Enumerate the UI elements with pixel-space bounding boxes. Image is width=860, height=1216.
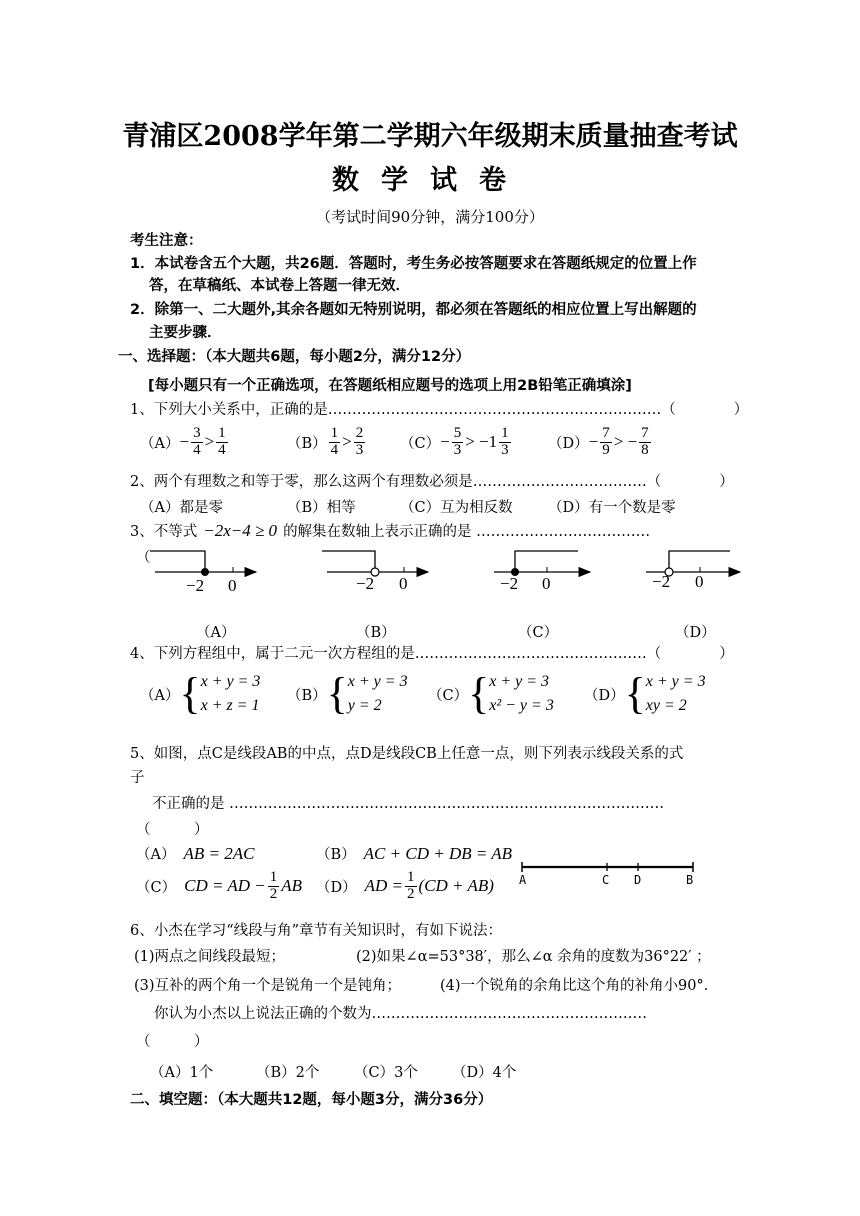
section-1-instruction: [每小题只有一个正确选项，在答题纸相应题号的选项上用2B铅笔正确填涂] (148, 378, 632, 394)
exam-info: （考试时间90分钟，满分100分） (316, 208, 544, 226)
number-line-a (150, 551, 256, 576)
q3-c-tick-neg2: −2 (500, 574, 519, 593)
q3-paren: （ (136, 550, 151, 566)
q1-option-d: （D） − $\frac{7}{9}$ > − $\frac{7}{8}$ (548, 424, 649, 458)
q1-stem: 1、下列大小关系中，正确的是……………………………………………………………（ ） (130, 402, 749, 418)
notice-item-2: 2．除第一、二大题外,其余各题如无特别说明，都必须在答题纸的相应位置上写出解题的 (130, 302, 697, 318)
q5-segment-figure (515, 858, 705, 878)
q6-statement-2: (2)如果∠α=53°38′，那么∠α 余角的度数为36°22′ ； (356, 949, 711, 965)
q5-option-a: （A） AB = 2AC (136, 843, 255, 863)
q5-option-b: （B） AC + CD + DB = AB (316, 843, 513, 863)
q6-statement-4: (4)一个锐角的余角比这个角的补角小90°． (440, 978, 719, 994)
q6-option-d: （D）4个 (452, 1065, 517, 1081)
q2-option-d: （D）有一个数是零 (548, 500, 676, 516)
q2-stem: 2、两个有理数之和等于零，那么这两个有理数必须是………………………………（ ） (130, 474, 734, 490)
page-subtitle: 数学试卷 (332, 165, 528, 196)
q5-point-c: C (602, 873, 610, 887)
q3-number-lines (0, 540, 860, 610)
q6-option-c: （C）3个 (354, 1065, 418, 1081)
q6-statement-1: (1)两点之间线段最短； (134, 949, 286, 965)
q6-ask: 你认为小杰以上说法正确的个数为………………………………………………… (154, 1006, 647, 1022)
q3-label-b: （B） (356, 625, 396, 641)
notice-item-1-cont: 答，在草稿纸、本试卷上答题一律无效． (149, 278, 410, 294)
q3-a-tick-0: 0 (228, 576, 237, 595)
q5-stem-cont: 子 (130, 770, 145, 786)
q6-stem: 6、小杰在学习“线段与角”章节有关知识时，有如下说法： (130, 923, 503, 939)
q5-stem-ask: 不正确的是 ……………………………………………………………………………… (152, 796, 665, 812)
q6-option-b: （B）2个 (256, 1065, 320, 1081)
number-line-c (494, 551, 590, 576)
q6-option-a: （A）1个 (150, 1065, 214, 1081)
q4-option-b: （B） { x + y = 3 y = 2 (287, 669, 408, 718)
q5-stem: 5、如图，点C是线段AB的中点，点D是线段CB上任意一点，则下列表示线段关系的式 (130, 746, 684, 762)
q4-option-c: （C） { x + y = 3 x² − y = 3 (428, 669, 554, 718)
notice-item-1: 1．本试卷含五个大题，共26题．答题时，考生务必按答题要求在答题纸规定的位置上作 (130, 256, 697, 272)
q3-label-a: （A） (196, 625, 236, 641)
q3-b-tick-neg2: −2 (356, 574, 375, 593)
q3-b-tick-0: 0 (399, 574, 408, 593)
q6-statement-3: (3)互补的两个角一个是锐角一个是钝角； (134, 978, 402, 994)
q4-option-a: （A） { x + y = 3 x + z = 1 (140, 669, 261, 718)
q3-d-tick-0: 0 (695, 572, 704, 591)
q6-paren: （ ） (136, 1034, 209, 1050)
q1-option-c: （C） − $\frac{5}{3}$ > −1 $\frac{1}{3}$ (400, 424, 509, 458)
section-1-heading: 一、选择题：（本大题共6题，每小题2分，满分12分） (118, 349, 471, 365)
page-title: 青浦区2008学年第二学期六年级期末质量抽查考试 (122, 121, 738, 152)
number-line-b (322, 551, 428, 576)
q4-option-d: （D） { x + y = 3 xy = 2 (584, 669, 706, 718)
q2-option-c: （C）互为相反数 (400, 500, 513, 516)
q3-label-d: （D） (675, 625, 716, 641)
q5-option-d: （D） AD = $\frac{1}{2}$ (CD + AB) (316, 868, 494, 902)
q3-stem: 3、不等式 −2x−4 ≥ 0 的解集在数轴上表示正确的是 ……………………………… (130, 520, 651, 540)
q1-option-b: （B） $\frac{1}{4}$ > $\frac{2}{3}$ (287, 424, 364, 458)
section-2-heading: 二、填空题：（本大题共12题，每小题3分，满分36分） (130, 1092, 493, 1108)
q2-option-a: （A）都是零 (140, 500, 223, 516)
q3-a-tick-neg2: −2 (186, 576, 205, 595)
notice-heading: 考生注意： (130, 233, 203, 249)
q5-point-b: B (686, 873, 694, 887)
notice-item-2-cont: 主要步骤． (149, 325, 222, 341)
q5-point-d: D (634, 873, 642, 887)
q2-option-b: （B）相等 (287, 500, 356, 516)
q3-d-tick-neg2: −2 (652, 572, 671, 591)
q1-option-a: （A） − $\frac{3}{4}$ > $\frac{1}{4}$ (140, 424, 226, 458)
q5-paren: （ ） (136, 822, 209, 838)
q3-label-c: （C） (518, 625, 559, 641)
q4-stem: 4、下列方程组中，属于二元一次方程组的是…………………………………………（ ） (130, 646, 734, 662)
q5-option-c: （C） CD = AD − $\frac{1}{2}$ AB (136, 868, 303, 902)
q5-point-a: A (519, 873, 527, 887)
q3-c-tick-0: 0 (542, 574, 551, 593)
